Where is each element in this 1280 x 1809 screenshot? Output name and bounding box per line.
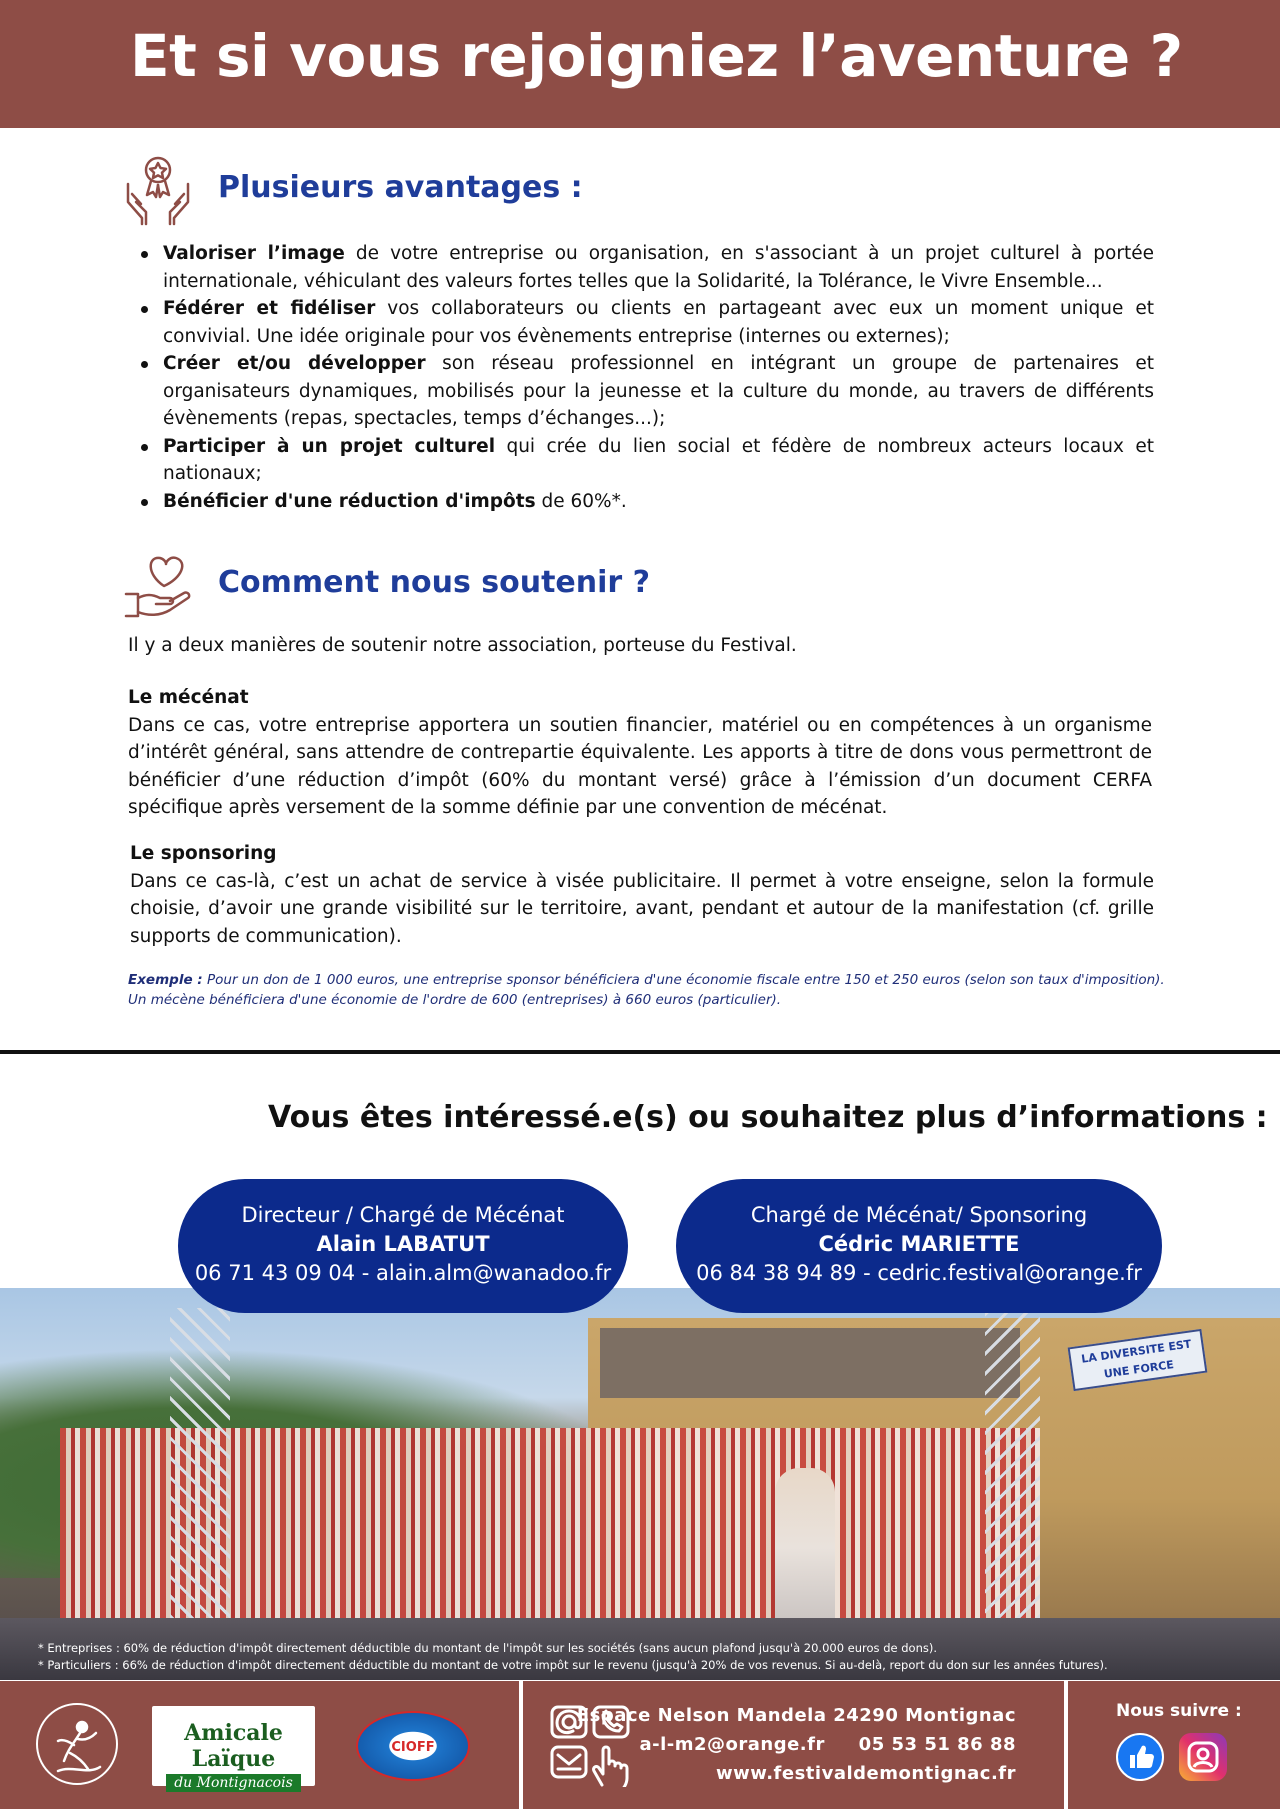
page-header — [0, 0, 1280, 128]
footnote-entreprises: * Entreprises : 60% de réduction d'impôt directement déductible du montant de l'impôt sur les sociétés (sans aucun plafond jusqu'à 20.000 euros de dons). — [38, 1641, 937, 1655]
follow-label: Nous suivre : — [1116, 1701, 1242, 1721]
page-footer — [0, 1681, 1280, 1809]
contact-details[interactable]: 06 71 43 09 04 - alain.alm@wanadoo.fr — [194, 1261, 612, 1285]
photo-truss-left — [170, 1308, 230, 1618]
footnote-particuliers: * Particuliers : 66% de réduction d'impôt directement déductible du montant de votre impôt sur le revenu (jusqu'à 20% de vos revenus. Si au-delà, report du don sur les années futures). — [38, 1658, 1108, 1672]
cioff-logo-text: CIOFF — [391, 1740, 435, 1755]
thumbs-up-icon — [1118, 1735, 1162, 1779]
list-item — [138, 350, 1154, 433]
support-title: Comment nous soutenir ? — [218, 565, 651, 600]
amicale-logo-line2: du Montignacois — [166, 1774, 301, 1792]
address-line: Espace Nelson Mandela 24290 Montignac — [576, 1705, 1016, 1726]
list-item — [138, 433, 1154, 488]
mecenat-block — [128, 684, 1152, 822]
example-text: Pour un don de 1 000 euros, une entreprise sponsor bénéficiera d'une économie fiscale entre 150 et 250 euros (selon son taux d'imposition). Un mécène bénéficiera d'une économie de l'ordre de 600 (entreprises) à 660 euros (particulier). — [128, 972, 1165, 1008]
list-item — [138, 488, 1154, 516]
advantages-title: Plusieurs avantages : — [218, 170, 583, 205]
list-item-bold: Participer à un projet culturel — [163, 435, 496, 457]
page-title: Et si vous rejoigniez l’aventure ? — [130, 22, 1183, 90]
example-label: Exemple : — [128, 972, 203, 988]
list-item-bold: Bénéficier d'une réduction d'impôts — [163, 490, 536, 512]
photo-speaker-person — [775, 1468, 835, 1628]
festival-audience-photo — [0, 1288, 1280, 1680]
photo-roof — [600, 1328, 1020, 1398]
instagram-icon[interactable] — [1179, 1733, 1227, 1781]
list-item-bold: Fédérer et fidéliser — [163, 298, 376, 319]
photo-banner: LA DIVERSITE EST UNE FORCE — [1068, 1329, 1208, 1391]
facebook-like-icon[interactable] — [1116, 1733, 1164, 1781]
footer-address — [577, 1701, 1016, 1788]
advantages-list — [138, 240, 1154, 515]
list-item-bold: Créer et/ou développer — [163, 353, 426, 374]
contact-name: Alain LABATUT — [316, 1232, 490, 1256]
list-item-text: qui crée du lien social et fédère de nombreux acteurs locaux et nationaux; — [163, 435, 1154, 484]
sponsoring-block — [130, 840, 1154, 950]
section-divider — [0, 1050, 1280, 1054]
heart-hand-icon — [124, 548, 192, 620]
contact-role: Directeur / Chargé de Mécénat — [241, 1203, 565, 1227]
award-hands-icon — [124, 154, 192, 226]
example-note — [128, 970, 1168, 1010]
instagram-glyph-icon — [1179, 1733, 1227, 1781]
footnotes — [38, 1640, 1258, 1674]
dancer-icon — [38, 1705, 120, 1787]
list-item-text: de 60%*. — [535, 490, 627, 512]
photo-truss-right — [985, 1288, 1040, 1618]
list-item — [138, 295, 1154, 350]
email-phone-line[interactable]: a-l-m2@orange.fr 05 53 51 86 88 — [639, 1734, 1016, 1755]
sponsoring-title: Le sponsoring — [130, 843, 277, 864]
sponsoring-text: Dans ce cas-là, c’est un achat de service à visée publicitaire. Il permet à votre enseigne, selon la formule choisie, d’avoir une grande visibilité sur le territoire, avant, pendant et autour de la manifestation (cf. grille supports de communication). — [130, 870, 1154, 947]
list-item — [138, 240, 1154, 295]
support-intro: Il y a deux manières de soutenir notre association, porteuse du Festival. — [128, 635, 797, 656]
list-item-text: de votre entreprise ou organisation, en s'associant à un projet culturel à portée internationale, véhiculant des valeurs fortes telles que la Solidarité, la Tolérance, le Vivre Ensemble... — [163, 243, 1154, 292]
amicale-laique-logo — [152, 1706, 315, 1791]
festival-logo — [36, 1703, 118, 1785]
contact-name: Cédric MARIETTE — [818, 1232, 1020, 1256]
footer-divider — [519, 1681, 523, 1809]
interest-title: Vous êtes intéressé.e(s) ou souhaitez plus d’informations : — [268, 1100, 1268, 1135]
contact-role: Chargé de Mécénat/ Sponsoring — [750, 1203, 1088, 1227]
contact-details[interactable]: 06 84 38 94 89 - cedric.festival@orange.fr — [696, 1261, 1142, 1285]
contact-card-cedric — [676, 1179, 1162, 1313]
mecenat-title: Le mécénat — [128, 687, 249, 708]
list-item-text: son réseau professionnel en intégrant un groupe de partenaires et organisateurs dynamiques, mobilisés pour la jeunesse et la culture du monde, au travers de différents évènements (repas, spectacles, temps d’échanges...); — [163, 353, 1154, 429]
list-item-bold: Valoriser l’image — [163, 243, 345, 264]
mecenat-text: Dans ce cas, votre entreprise apportera un soutien financier, matériel ou en compétences à un organisme d’intérêt général, sans attendre de contrepartie équivalente. Les apports à titre de dons vous permettront de bénéficier d’une réduction d’impôt (60% du montant versé) grâce à l’émission d’un document CERFA spécifique après versement de la somme définie par une convention de mécénat. — [128, 714, 1152, 818]
footer-divider — [1064, 1681, 1068, 1809]
cioff-logo — [356, 1711, 470, 1781]
list-item-text: vos collaborateurs ou clients en partageant avec eux un moment unique et convivial. Une idée originale pour vos évènements entreprise (internes ou externes); — [163, 298, 1154, 347]
contact-card-alain — [178, 1179, 628, 1313]
amicale-logo-line1: Amicale Laïque — [184, 1720, 283, 1772]
website-link[interactable]: www.festivaldemontignac.fr — [715, 1763, 1016, 1784]
